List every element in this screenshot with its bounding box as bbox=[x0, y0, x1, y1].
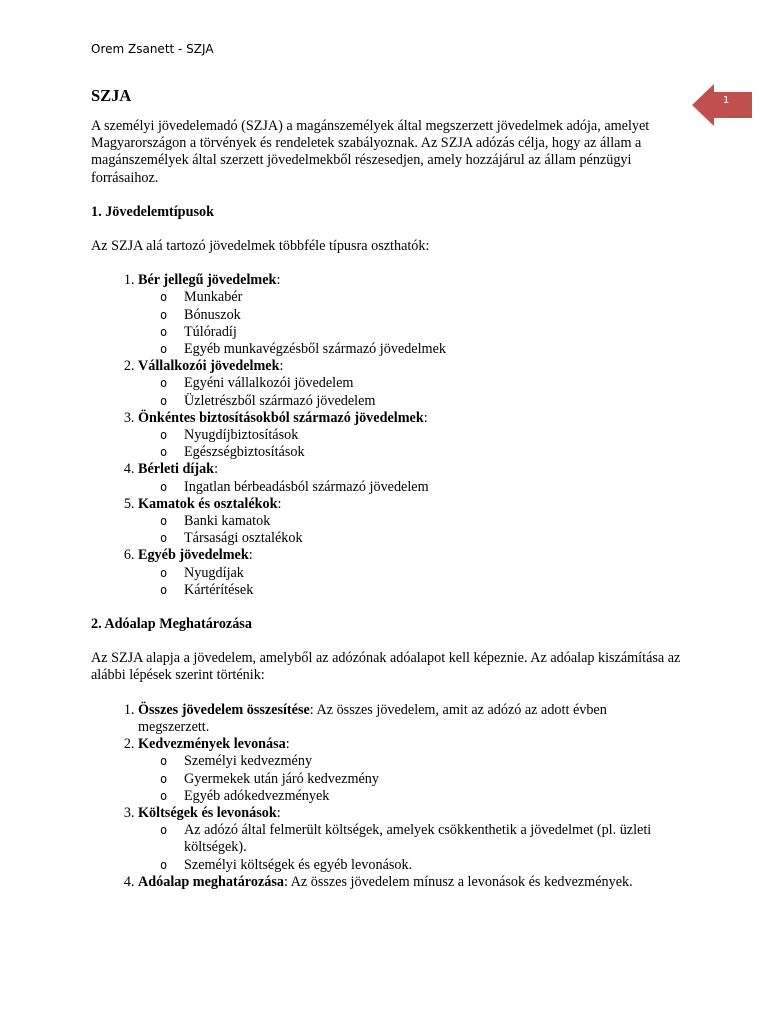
income-types-list bbox=[91, 272, 681, 599]
sub-list bbox=[138, 822, 681, 874]
list-item-text: : Az összes jövedelem mínusz a levonások és kedvezmények. bbox=[283, 873, 633, 890]
list-item-label: Bér jellegű jövedelmek bbox=[138, 272, 277, 289]
list-item bbox=[138, 496, 681, 548]
section-heading-tax-base: 2. Adóalap Meghatározása bbox=[91, 616, 252, 633]
sub-list-item: o Banki kamatok bbox=[184, 513, 681, 530]
list-item-label: Adóalap meghatározása bbox=[138, 873, 284, 890]
sub-list-item: o Egészségbiztosítások bbox=[184, 444, 681, 461]
sub-list-item: o Társasági osztalékok bbox=[184, 530, 681, 547]
sub-list bbox=[138, 289, 681, 358]
page-header: Orem Zsanett - SZJA bbox=[91, 42, 214, 56]
list-item bbox=[138, 736, 681, 805]
sub-list-item: o Nyugdíjbiztosítások bbox=[184, 427, 681, 444]
list-item bbox=[138, 358, 681, 410]
sub-list bbox=[138, 565, 681, 599]
page-number: 1 bbox=[722, 95, 730, 106]
sub-list-item: o Egyéni vállalkozói jövedelem bbox=[184, 375, 681, 392]
list-item-label: Kamatok és osztalékok bbox=[138, 495, 278, 512]
sub-list bbox=[138, 479, 681, 496]
sub-list-item: o Személyi költségek és egyéb levonások. bbox=[184, 857, 681, 874]
list-item bbox=[138, 410, 681, 462]
list-item-label: Bérleti díjak bbox=[138, 461, 215, 478]
list-item-text: : bbox=[276, 272, 281, 289]
list-item bbox=[138, 702, 681, 736]
sub-list-item: o Munkabér bbox=[184, 289, 681, 306]
sub-list-item: o Kártérítések bbox=[184, 582, 681, 599]
document-body bbox=[91, 86, 681, 908]
sub-list-item: o Egyéb munkavégzésből származó jövedelmek bbox=[184, 341, 681, 358]
sub-list-item: o Nyugdíjak bbox=[184, 565, 681, 582]
list-item-text: : bbox=[285, 736, 290, 753]
list-item-label: Vállalkozói jövedelmek bbox=[138, 358, 280, 375]
sub-list-item: o Ingatlan bérbeadásból származó jövedelem bbox=[184, 479, 681, 496]
list-item-label: Önkéntes biztosításokból származó jövedelmek bbox=[138, 409, 424, 426]
sub-list-item: o Egyéb adókedvezmények bbox=[184, 788, 681, 805]
list-item-text: : Az összes jövedelem, amit az adózó az adott évben megszerzett. bbox=[138, 701, 607, 735]
page-number-marker bbox=[692, 84, 752, 126]
list-item-label: Összes jövedelem összesítése bbox=[138, 701, 310, 718]
sub-list bbox=[138, 753, 681, 805]
document-title: SZJA bbox=[91, 86, 132, 105]
list-item-label: Költségek és levonások bbox=[138, 804, 277, 821]
list-item-text: : bbox=[248, 547, 253, 564]
sub-list bbox=[138, 513, 681, 547]
list-item bbox=[138, 461, 681, 495]
sub-list-item: o Az adózó által felmerült költségek, amelyek csökkenthetik a jövedelmet (pl. üzleti költségek). bbox=[184, 822, 681, 856]
list-item-text: : bbox=[214, 461, 219, 478]
list-item-text: : bbox=[423, 409, 428, 426]
sub-list-item: o Üzletrészből származó jövedelem bbox=[184, 393, 681, 410]
sub-list-item: o Túlóradíj bbox=[184, 324, 681, 341]
sub-list-item: o Személyi kedvezmény bbox=[184, 753, 681, 770]
list-item-label: Egyéb jövedelmek bbox=[138, 547, 249, 564]
list-item-label: Kedvezmények levonása bbox=[138, 736, 286, 753]
sub-list bbox=[138, 375, 681, 409]
list-item bbox=[138, 547, 681, 599]
intro-paragraph: A személyi jövedelemadó (SZJA) a magánszemélyek által megszerzett jövedelmek adója, amelyet Magyarországon a törvények és rendeletek szabályoznak. Az SZJA adózás célja, hogy az állam a magánszemélyek által szerzett jövedelmekből részesedjen, amely hozzájárul az állam pénzügyi forrásaihoz. bbox=[91, 118, 650, 186]
list-item-text: : bbox=[276, 804, 281, 821]
tax-base-steps-list bbox=[91, 702, 681, 891]
sub-list-item: o Gyermekek után járó kedvezmény bbox=[184, 771, 681, 788]
section-intro-income-types: Az SZJA alá tartozó jövedelmek többféle típusra oszthatók: bbox=[91, 238, 430, 255]
section-intro-tax-base: Az SZJA alapja a jövedelem, amelyből az adózónak adóalapot kell képeznie. Az adóalap kiszámítása az alábbi lépések szerint történik: bbox=[91, 650, 681, 684]
list-item bbox=[138, 272, 681, 358]
list-item-text: : bbox=[277, 495, 282, 512]
sub-list bbox=[138, 427, 681, 461]
list-item-text: : bbox=[279, 358, 284, 375]
section-heading-income-types: 1. Jövedelemtípusok bbox=[91, 203, 214, 220]
list-item bbox=[138, 805, 681, 874]
sub-list-item: o Bónuszok bbox=[184, 307, 681, 324]
list-item bbox=[138, 874, 681, 891]
